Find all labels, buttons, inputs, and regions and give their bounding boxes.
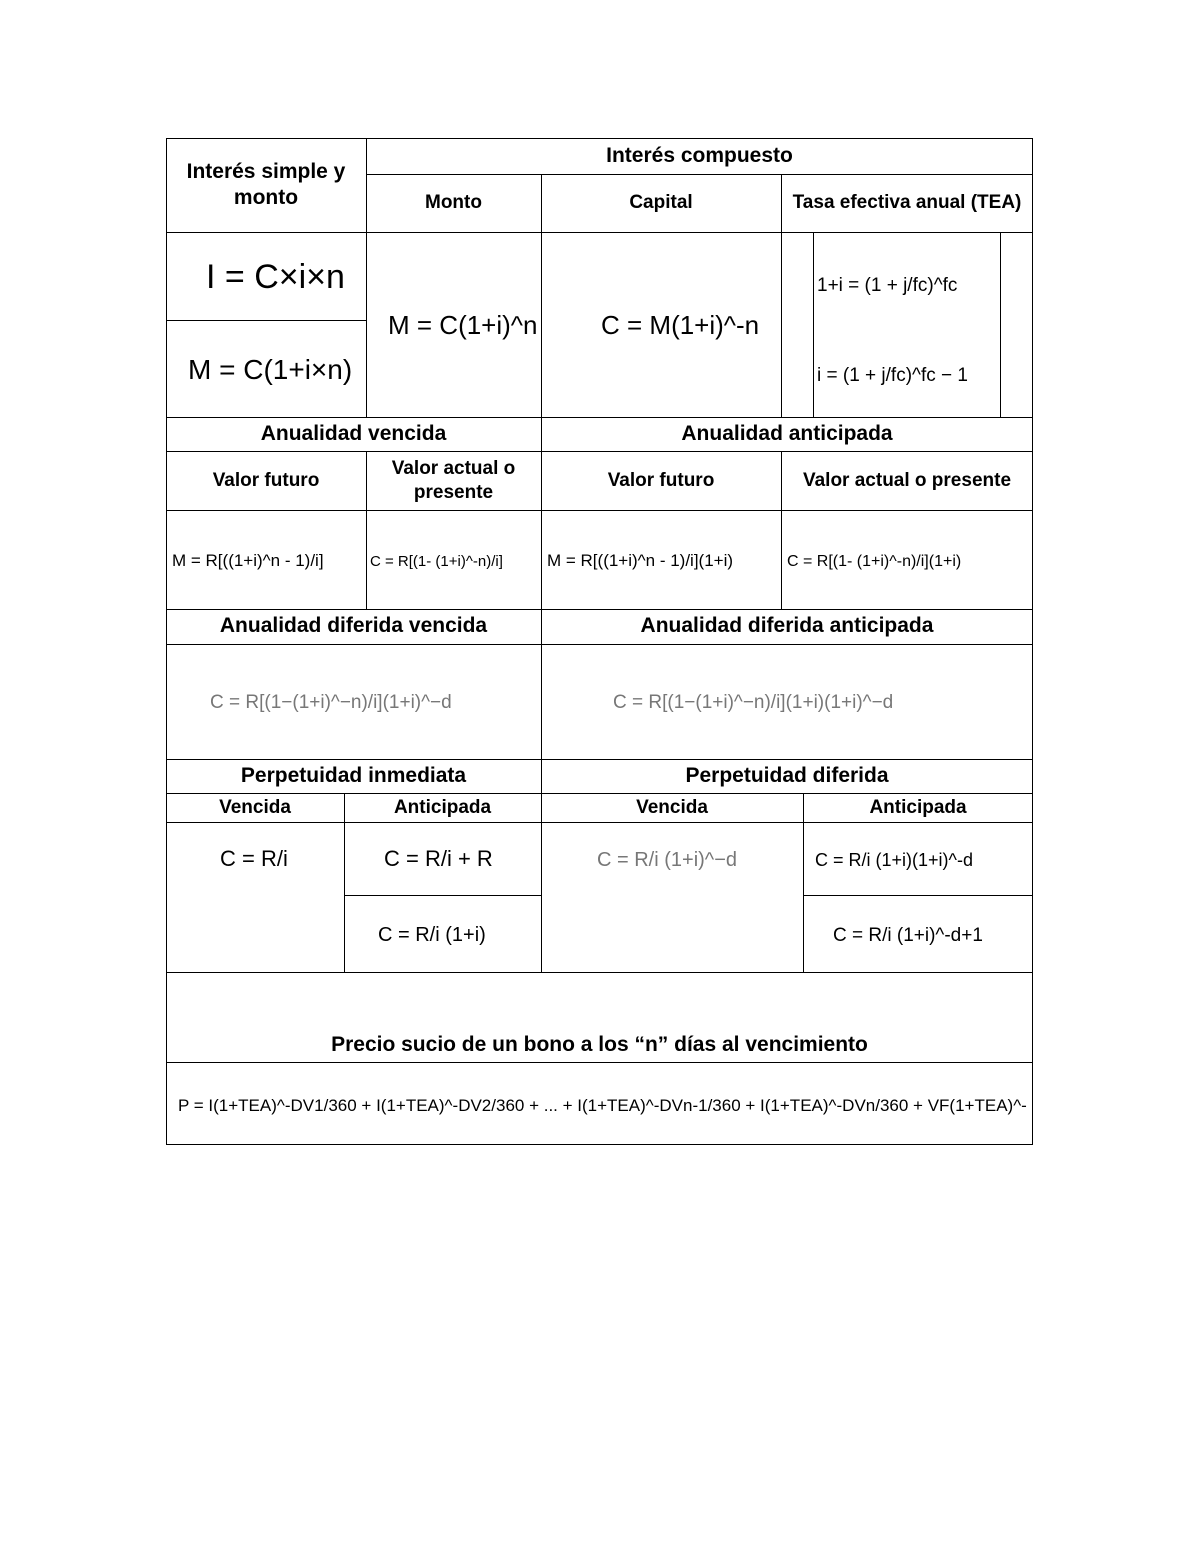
formula-text: C = R[(1- (1+i)^-n)/i](1+i)	[787, 552, 962, 570]
formula-text: C = R[(1- (1+i)^-n)/i]	[369, 552, 503, 570]
header-valor-actual: Valor actual o presente	[391, 457, 516, 503]
header-compound-interest: Interés compuesto	[606, 143, 793, 167]
formula-text: C = R/i + R	[383, 845, 493, 871]
formula-text: M = C(1+i)^n	[387, 309, 537, 340]
header-perpetuidad-inmediata: Perpetuidad inmediata	[240, 763, 467, 787]
formula-text: M = R[((1+i)^n - 1)/i](1+i)	[547, 550, 734, 570]
header-valor-actual: Valor actual o presente	[802, 469, 1012, 491]
formula-text: C = M(1+i)^-n	[601, 309, 760, 340]
header-capital: Capital	[629, 192, 693, 214]
formula-compound-amount	[366, 232, 541, 417]
formula-dif-ant	[541, 644, 1033, 759]
header-monto: Monto	[425, 192, 482, 214]
header-vencida: Vencida	[219, 796, 291, 818]
formula-ann-ant-vf	[541, 510, 781, 609]
formula-text: C = R/i (1+i)^-d+1	[833, 924, 983, 946]
header-anticipada: Anticipada	[393, 796, 492, 818]
grid-line	[166, 972, 1033, 973]
header-anualidad-vencida: Anualidad vencida	[260, 421, 447, 445]
formula-perp-inm-venc	[166, 822, 344, 895]
formula-tea	[813, 232, 1000, 417]
formula-ann-venc-vf	[166, 510, 366, 609]
formula-ann-venc-va	[366, 510, 541, 609]
formula-perp-dif-ant-1	[803, 822, 1033, 895]
formula-text: C = R/i	[220, 845, 288, 871]
formula-compound-capital	[541, 232, 781, 417]
header-simple-interest: Interés simple y monto	[186, 159, 346, 209]
formula-simple-amount	[166, 320, 366, 417]
formula-perp-inm-ant-2	[344, 895, 541, 972]
formula-text: i = (1 + j/fc)^fc − 1	[817, 364, 968, 386]
formula-text: I = C×i×n	[206, 258, 345, 296]
grid-line	[166, 1144, 1033, 1145]
header-diferida-vencida: Anualidad diferida vencida	[219, 614, 488, 638]
formula-text: C = R/i (1+i)(1+i)^-d	[815, 849, 973, 870]
formula-simple-interest	[166, 232, 366, 320]
formula-text: C = R[(1−(1+i)^−n)/i](1+i)^−d	[209, 691, 452, 713]
formula-perp-inm-ant-1	[344, 822, 541, 895]
formula-ann-ant-va	[781, 510, 1033, 609]
header-valor-futuro: Valor futuro	[607, 469, 715, 491]
grid-line	[781, 174, 782, 417]
header-perpetuidad-diferida: Perpetuidad diferida	[685, 763, 889, 787]
formula-text: C = R/i (1+i)^−d	[597, 848, 737, 871]
formula-text: M = R[((1+i)^n - 1)/i]	[172, 550, 324, 570]
formula-bono	[166, 1062, 1033, 1144]
formula-text: P = I(1+TEA)^-DV1/360 + I(1+TEA)^-DV2/360 + ... + I(1+TEA)^-DVn-1/360 + I(1+TEA)^-DVn/360 + VF(1+TEA)^-	[177, 1096, 1027, 1115]
formula-text: C = R[(1−(1+i)^−n)/i](1+i)(1+i)^−d	[613, 691, 894, 713]
header-tea: Tasa efectiva anual (TEA)	[792, 192, 1022, 214]
header-bono: Precio sucio de un bono a los “n” días al vencimiento	[331, 1032, 868, 1056]
header-anualidad-anticipada: Anualidad anticipada	[681, 421, 893, 445]
formula-text: 1+i = (1 + j/fc)^fc	[817, 274, 958, 296]
header-valor-futuro: Valor futuro	[212, 469, 320, 491]
formula-text: M = C(1+i×n)	[188, 353, 353, 385]
formula-perp-dif-venc	[541, 822, 803, 895]
grid-line	[1000, 232, 1001, 417]
header-anticipada: Anticipada	[869, 796, 967, 818]
formula-text: C = R/i (1+i)	[377, 923, 486, 946]
formula-dif-venc	[166, 644, 541, 759]
header-vencida: Vencida	[636, 796, 708, 818]
formula-perp-dif-ant-2	[803, 895, 1033, 972]
header-diferida-anticipada: Anualidad diferida anticipada	[640, 614, 934, 638]
